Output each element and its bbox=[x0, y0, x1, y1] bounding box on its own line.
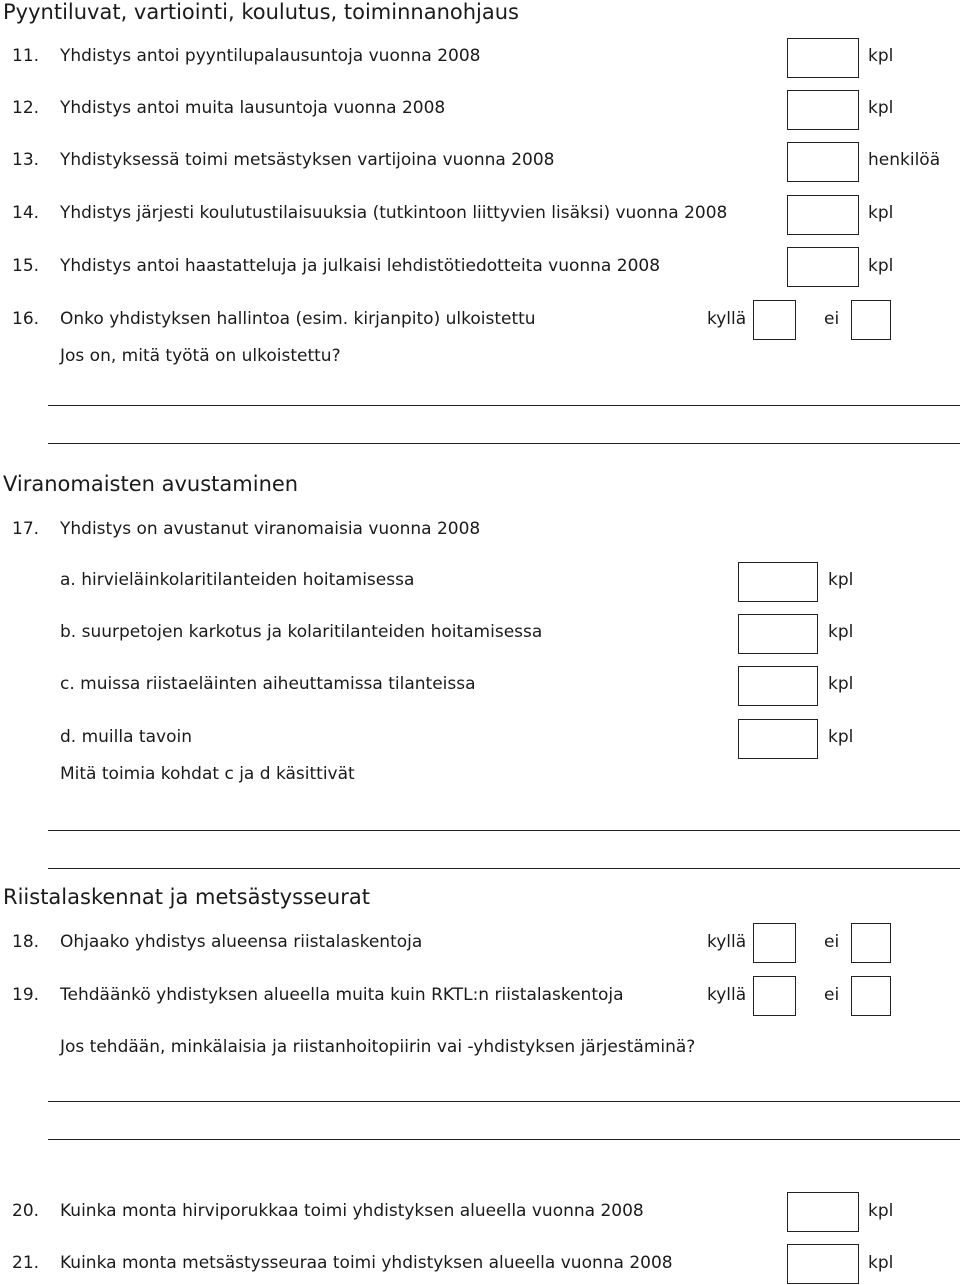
q17-text: Yhdistys on avustanut viranomaisia vuonna 2008 bbox=[60, 519, 481, 539]
q18-no-checkbox[interactable] bbox=[851, 923, 891, 963]
section-title-game-counts: Riistalaskennat ja metsästysseurat bbox=[3, 885, 370, 909]
q16-yes-label: kyllä bbox=[707, 309, 747, 329]
q17d-input-box[interactable] bbox=[738, 719, 818, 759]
q17d-unit: kpl bbox=[828, 727, 854, 747]
q14-input-box[interactable] bbox=[787, 195, 859, 235]
q21-number: 21. bbox=[12, 1253, 40, 1273]
q17a-input-box[interactable] bbox=[738, 562, 818, 602]
q19-yes-checkbox[interactable] bbox=[753, 976, 796, 1016]
q18-yes-label: kyllä bbox=[707, 932, 747, 952]
q19-yes-label: kyllä bbox=[707, 985, 747, 1005]
q12-unit: kpl bbox=[868, 98, 894, 118]
q17c-text: c. muissa riistaeläinten aiheuttamissa tilanteissa bbox=[60, 674, 476, 694]
q21-unit: kpl bbox=[868, 1253, 894, 1273]
q15-text: Yhdistys antoi haastatteluja ja julkaisi lehdistötiedotteita vuonna 2008 bbox=[60, 256, 661, 276]
q17-number: 17. bbox=[12, 519, 40, 539]
section-title-permits: Pyyntiluvat, vartiointi, koulutus, toiminnanohjaus bbox=[3, 0, 519, 24]
q17-answer-line-1[interactable] bbox=[48, 830, 960, 831]
q17a-text: a. hirvieläinkolaritilanteiden hoitamisessa bbox=[60, 570, 415, 590]
q20-unit: kpl bbox=[868, 1201, 894, 1221]
q16-no-checkbox[interactable] bbox=[851, 300, 891, 340]
q11-unit: kpl bbox=[868, 46, 894, 66]
q15-input-box[interactable] bbox=[787, 247, 859, 287]
q17a-unit: kpl bbox=[828, 570, 854, 590]
q16-no-label: ei bbox=[824, 309, 840, 329]
q11-number: 11. bbox=[12, 46, 40, 66]
q18-no-label: ei bbox=[824, 932, 840, 952]
q12-text: Yhdistys antoi muita lausuntoja vuonna 2008 bbox=[60, 98, 446, 118]
q16-yes-checkbox[interactable] bbox=[753, 300, 796, 340]
q19-number: 19. bbox=[12, 985, 40, 1005]
q14-unit: kpl bbox=[868, 203, 894, 223]
q17b-text: b. suurpetojen karkotus ja kolaritilanteiden hoitamisessa bbox=[60, 622, 543, 642]
q18-text: Ohjaako yhdistys alueensa riistalaskentoja bbox=[60, 932, 423, 952]
q17b-input-box[interactable] bbox=[738, 614, 818, 654]
q16-text: Onko yhdistyksen hallintoa (esim. kirjanpito) ulkoistettu bbox=[60, 309, 536, 329]
q16-followup-text: Jos on, mitä työtä on ulkoistettu? bbox=[60, 346, 341, 366]
q19-answer-line-2[interactable] bbox=[48, 1139, 960, 1140]
q20-input-box[interactable] bbox=[787, 1192, 859, 1232]
q19-followup-text: Jos tehdään, minkälaisia ja riistanhoitopiirin vai -yhdistyksen järjestäminä? bbox=[60, 1037, 696, 1057]
q18-yes-checkbox[interactable] bbox=[753, 923, 796, 963]
q11-text: Yhdistys antoi pyyntilupalausuntoja vuonna 2008 bbox=[60, 46, 481, 66]
q19-text: Tehdäänkö yhdistyksen alueella muita kuin RKTL:n riistalaskentoja bbox=[60, 985, 624, 1005]
q19-no-label: ei bbox=[824, 985, 840, 1005]
q15-number: 15. bbox=[12, 256, 40, 276]
q16-number: 16. bbox=[12, 309, 40, 329]
q19-no-checkbox[interactable] bbox=[851, 976, 891, 1016]
q17b-unit: kpl bbox=[828, 622, 854, 642]
q11-input-box[interactable] bbox=[787, 38, 859, 78]
q17c-unit: kpl bbox=[828, 674, 854, 694]
q13-number: 13. bbox=[12, 150, 40, 170]
q13-input-box[interactable] bbox=[787, 142, 859, 182]
q12-number: 12. bbox=[12, 98, 40, 118]
q17c-input-box[interactable] bbox=[738, 666, 818, 706]
q13-text: Yhdistyksessä toimi metsästyksen vartijoina vuonna 2008 bbox=[60, 150, 555, 170]
q15-unit: kpl bbox=[868, 256, 894, 276]
q14-text: Yhdistys järjesti koulutustilaisuuksia (tutkintoon liittyvien lisäksi) vuonna 2008 bbox=[60, 203, 728, 223]
q16-answer-line-1[interactable] bbox=[48, 405, 960, 406]
q18-number: 18. bbox=[12, 932, 40, 952]
q19-answer-line-1[interactable] bbox=[48, 1101, 960, 1102]
q12-input-box[interactable] bbox=[787, 90, 859, 130]
q13-unit: henkilöä bbox=[868, 150, 941, 170]
q16-answer-line-2[interactable] bbox=[48, 443, 960, 444]
q21-text: Kuinka monta metsästysseuraa toimi yhdistyksen alueella vuonna 2008 bbox=[60, 1253, 673, 1273]
q20-number: 20. bbox=[12, 1201, 40, 1221]
q17d-text: d. muilla tavoin bbox=[60, 727, 192, 747]
q14-number: 14. bbox=[12, 203, 40, 223]
section-title-authorities: Viranomaisten avustaminen bbox=[3, 472, 299, 496]
q20-text: Kuinka monta hirviporukkaa toimi yhdistyksen alueella vuonna 2008 bbox=[60, 1201, 644, 1221]
q21-input-box[interactable] bbox=[787, 1244, 859, 1284]
q17-answer-line-2[interactable] bbox=[48, 868, 960, 869]
q17-followup-text: Mitä toimia kohdat c ja d käsittivät bbox=[60, 764, 355, 784]
